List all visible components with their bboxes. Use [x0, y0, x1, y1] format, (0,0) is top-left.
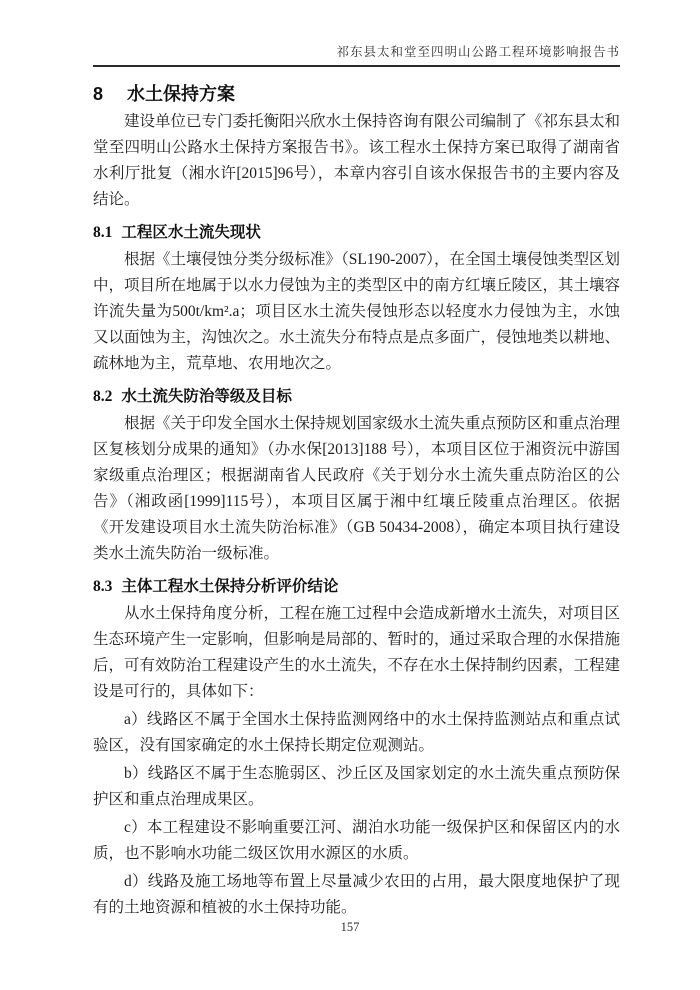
section-8-3-paragraph: 从水土保持角度分析，工程在施工过程中会造成新增水土流失，对项目区生态环境产生一定影响，但影响是局部的、暂时的，通过采取合理的水保措施后，可有效防治工程建设产生的水土流失，不存在水土保持制约因素，工程建设是可行的，具体如下： [93, 605, 621, 700]
header-rule [93, 65, 620, 67]
page-number: 157 [340, 920, 360, 934]
section-8-2-paragraph: 根据《关于印发全国水土保持规划国家级水土流失重点预防区和重点治理区复核划分成果的通知》（办水保[2013]188 号），本项目区位于湘资沅中游国家级重点治理区；根据湖南省人民政府《关于划分水土流失重点防治区的公告》（湘政函[1999]115号），本项目区属于湘中红壤丘陵重点治理区。依据《开发建设项目水土流失防治标准》（GB 50434-2008），确定本项目执行建设类水土流失防治一级标准。 [93, 415, 621, 562]
conclusion-item-a: a）线路区不属于全国水土保持监测网络中的水土保持监测站点和重点试验区，没有国家确定的水土保持长期定位观测站。 [93, 711, 620, 754]
chapter-intro-paragraph: 建设单位已专门委托衡阳兴欣水土保持咨询有限公司编制了《祁东县太和堂至四明山公路水土保持方案报告书》。该工程水土保持方案已取得了湖南省水利厅批复（湘水许[2015]96号），本章内容引自该水保报告书的主要内容及结论。 [93, 113, 621, 208]
section-number: 8.1 [93, 224, 113, 241]
section-heading-8-3 [93, 577, 620, 597]
section-number: 8.2 [93, 388, 113, 405]
section-title: 水土流失防治等级及目标 [121, 388, 292, 405]
section-number: 8.3 [93, 578, 113, 595]
conclusion-item-d: d）线路及施工场地等布置上尽量减少农田的占用，最大限度地保护了现有的土地资源和植被的水土保持功能。 [93, 873, 620, 916]
chapter-title: 水土保持方案 [127, 84, 236, 104]
chapter-heading [93, 83, 620, 105]
section-8-1-paragraph: 根据《土壤侵蚀分类分级标准》（SL190-2007），在全国土壤侵蚀类型区划中，项目所在地属于以水力侵蚀为主的类型区中的南方红壤丘陵区，其土壤容许流失量为500t/km².a；项目区水土流失侵蚀形态以轻度水力侵蚀为主，水蚀又以面蚀为主，沟蚀次之。水土流失分布特点是点多面广，侵蚀地类以耕地、疏林地为主，荒草地、农用地次之。 [93, 251, 621, 372]
section-title: 工程区水土流失现状 [121, 224, 261, 241]
conclusion-item-b: b）线路区不属于生态脆弱区、沙丘区及国家划定的水土流失重点预防保护区和重点治理成果区。 [93, 765, 620, 808]
running-header [93, 45, 620, 59]
running-header-text: 祁东县太和堂至四明山公路工程环境影响报告书 [336, 45, 620, 59]
conclusion-item-c: c）本工程建设不影响重要江河、湖泊水功能一级保护区和保留区内的水质，也不影响水功能二级区饮用水源区的水质。 [93, 819, 620, 862]
section-heading-8-2 [93, 387, 620, 407]
section-heading-8-1 [93, 223, 620, 243]
section-title: 主体工程水土保持分析评价结论 [121, 578, 339, 595]
chapter-number: 8 [93, 84, 104, 104]
